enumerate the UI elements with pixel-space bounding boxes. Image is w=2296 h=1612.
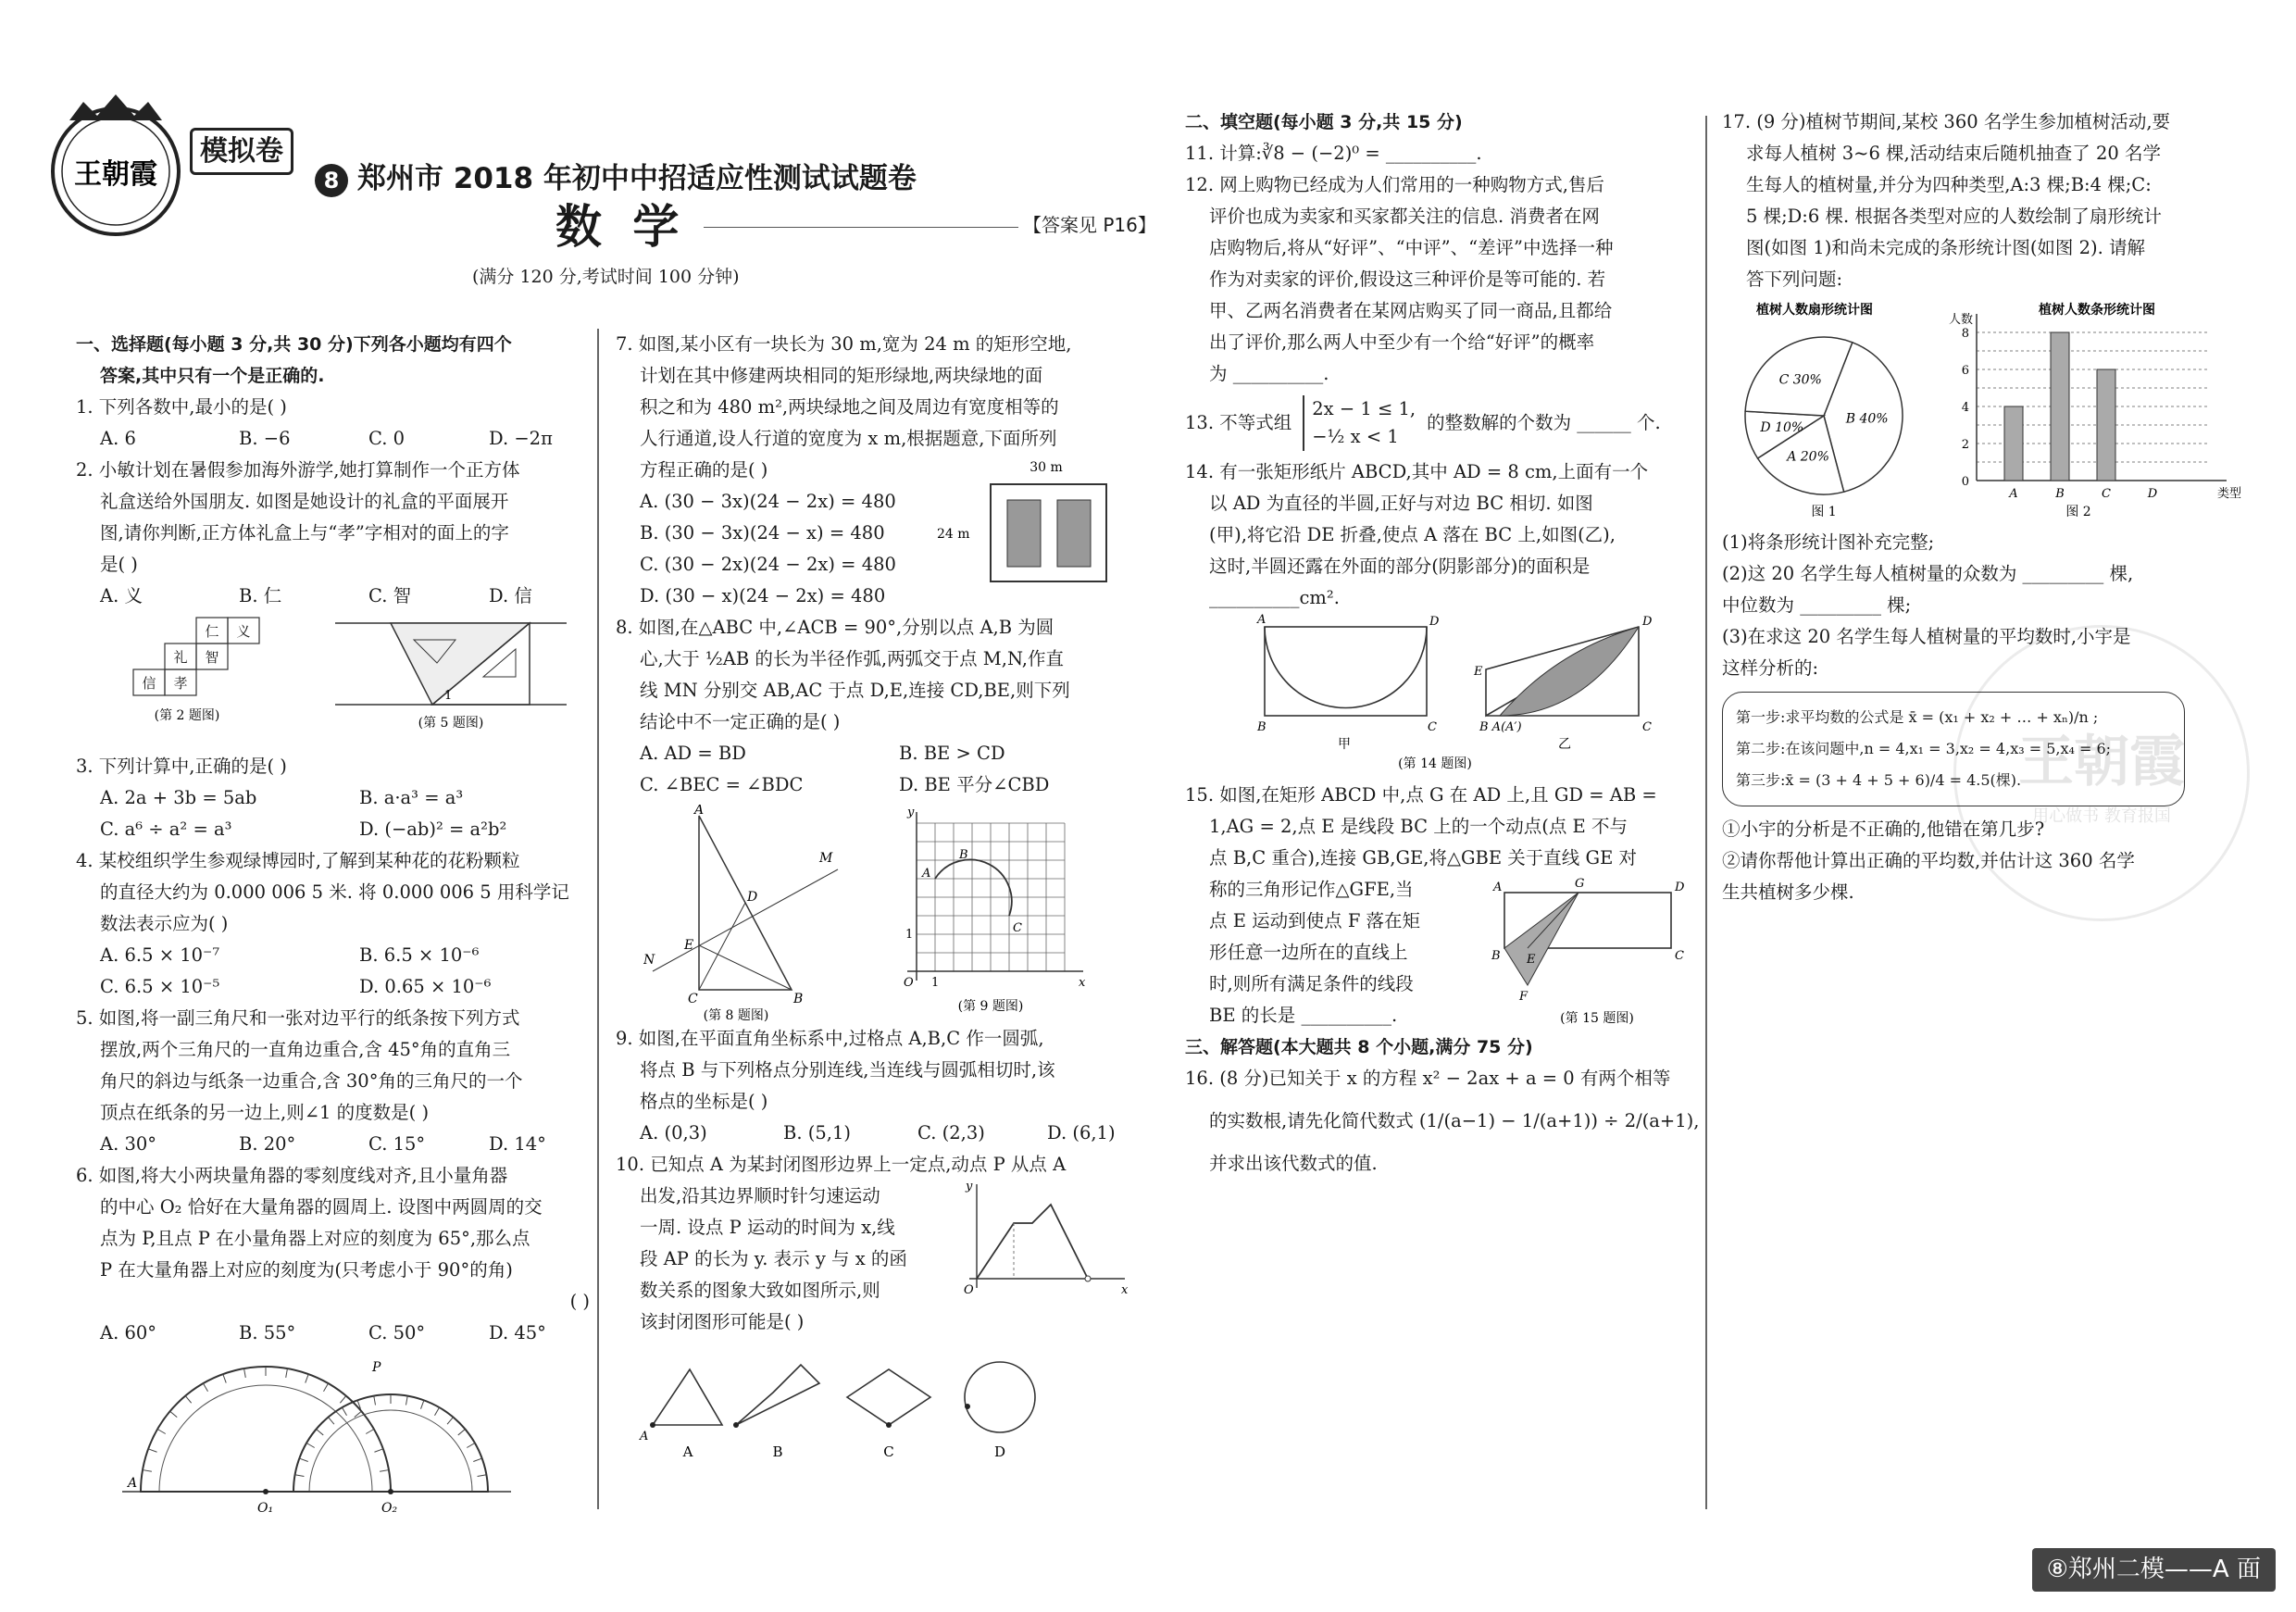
q10-line-4: 段 AP 的长为 y. 表示 y 与 x 的函 bbox=[640, 1248, 907, 1269]
svg-text:王朝霞: 王朝霞 bbox=[74, 158, 157, 191]
q8-option-a: A. AD = BD bbox=[640, 743, 746, 764]
protractor-figure bbox=[76, 1353, 557, 1519]
jia-d: D bbox=[1429, 615, 1440, 629]
protractor-tick bbox=[324, 1383, 329, 1392]
q5-line-3: 角尺的斜边与纸条一边重合,含 30°角的三角尺的一个 bbox=[100, 1070, 523, 1092]
page-footer: ⑧郑州二模——A 面 bbox=[2032, 1548, 2276, 1592]
sub-2: (2)这 20 名学生每人植树量的众数为 _________ 棵, bbox=[1722, 563, 2134, 584]
net-face-zhi: 智 bbox=[205, 649, 219, 666]
protractor-tick bbox=[458, 1430, 466, 1435]
protractor-tick bbox=[374, 1396, 376, 1406]
q8-line-1: 8. 如图,在△ABC 中,∠ACB = 90°,分别以点 A,B 为圆 bbox=[616, 617, 1054, 638]
q3-option-a: A. 2a + 3b = 5ab bbox=[100, 787, 257, 808]
q8-option-c: C. ∠BEC = ∠BDC bbox=[640, 774, 804, 795]
q3-options-row-1 bbox=[76, 782, 590, 814]
axis-y-label: y bbox=[907, 806, 915, 819]
bar-chart bbox=[1940, 295, 2254, 527]
q14-line-5: __________cm². bbox=[1209, 587, 1340, 608]
protractor-tick bbox=[467, 1443, 475, 1448]
pie-chart bbox=[1741, 295, 1926, 527]
sub-3-cont: 这样分析的: bbox=[1722, 657, 1819, 679]
point-c: C bbox=[1013, 921, 1022, 935]
section-2-title: 二、填空题(每小题 3 分,共 15 分) bbox=[1185, 112, 1463, 132]
protractor-tick bbox=[299, 1458, 307, 1461]
q14-line-2: 以 AD 为直径的半圆,正好与对边 BC 相切. 如图 bbox=[1209, 493, 1593, 514]
q7-line-5: 方程正确的是( ) bbox=[640, 459, 768, 481]
axis-x: x bbox=[1121, 1283, 1129, 1297]
q13-ineq-1: 2x − 1 ≤ 1, bbox=[1312, 398, 1416, 419]
bar-category-d: D bbox=[2147, 487, 2158, 501]
protractor-tick bbox=[473, 1458, 481, 1461]
q9-option-d: D. (6,1) bbox=[1047, 1122, 1116, 1143]
coordinate-grid-figure bbox=[889, 805, 1102, 1022]
sub-1: (1)将条形统计图补充完整; bbox=[1722, 531, 1935, 553]
answer-ref: 【答案见 P16】 bbox=[1023, 214, 1156, 236]
protractor-tick bbox=[143, 1470, 152, 1472]
time-note: (满分 120 分,考试时间 100 分钟) bbox=[472, 267, 740, 287]
q8-option-d: D. BE 平分∠CBD bbox=[899, 774, 1050, 795]
q9-line-3: 格点的坐标是( ) bbox=[640, 1091, 768, 1112]
protractor-tick bbox=[406, 1396, 407, 1406]
q4-option-a: A. 6.5 × 10⁻⁷ bbox=[100, 944, 220, 966]
origin-label: O bbox=[904, 976, 914, 990]
bar-xlabel: 类型 bbox=[2217, 487, 2242, 501]
yi-ba: B A(A′) bbox=[1479, 720, 1522, 734]
q6-option-b: B. 55° bbox=[239, 1322, 296, 1343]
rectangle-plot-figure bbox=[935, 458, 1120, 597]
q1: 1. 下列各数中,最小的是( ) bbox=[76, 396, 287, 418]
q16-line-3: 并求出该代数式的值. bbox=[1209, 1152, 1378, 1174]
q3-options-row-2 bbox=[76, 814, 590, 845]
protractor-tick bbox=[374, 1449, 382, 1452]
logo-seal bbox=[37, 83, 194, 241]
caption-fig-2: (第 2 题图) bbox=[154, 708, 220, 723]
protractor-tick bbox=[148, 1449, 156, 1452]
net-face-xin: 信 bbox=[142, 675, 156, 692]
axis-x-label: x bbox=[1079, 976, 1086, 990]
column-1 bbox=[76, 329, 590, 1528]
protractor-tick bbox=[340, 1396, 345, 1404]
protractor-tick bbox=[447, 1418, 453, 1425]
q8-line-4: 结论中不一定正确的是( ) bbox=[640, 711, 841, 732]
label-c: C bbox=[688, 992, 698, 1006]
tail-1: ①小宇的分析是不正确的,他错在第几步? bbox=[1722, 818, 2045, 840]
q13-prefix: 13. 不等式组 bbox=[1185, 412, 1292, 434]
q14-line-4: 这时,半圆还露在外面的部分(阴影部分)的面积是 bbox=[1209, 556, 1591, 577]
stat-charts bbox=[1722, 295, 2264, 527]
step-2: 第二步:在该问题中,n = 4,x₁ = 3,x₂ = 4,x₃ = 5,x₄ = 6; bbox=[1736, 740, 2112, 757]
q7-line-4: 人行通道,设人行道的宽度为 x m,根据题意,下面所列 bbox=[640, 428, 1057, 449]
pie-label-c: C 30% bbox=[1778, 372, 1822, 388]
q5-options bbox=[76, 1129, 590, 1160]
q2-option-d: D. 信 bbox=[489, 585, 532, 606]
fig15-d: D bbox=[1675, 880, 1685, 894]
protractor-tick bbox=[157, 1430, 166, 1434]
watermark-slogan: 用心做书 教育报国 bbox=[2032, 806, 2171, 826]
point-p-label: P bbox=[372, 1360, 381, 1375]
q2-line-3: 图,请你判断,正方体礼盒上与“孝”字相对的面上的字 bbox=[100, 522, 509, 544]
q10-line-2: 出发,沿其边界顺时针匀速运动 bbox=[640, 1185, 880, 1206]
q5-option-a: A. 30° bbox=[100, 1133, 157, 1155]
q5-line-4: 顶点在纸条的另一边上,则∠1 的度数是( ) bbox=[100, 1102, 430, 1123]
protractor-tick bbox=[380, 1470, 389, 1472]
jia-c: C bbox=[1428, 720, 1437, 734]
point-o2-label: O₂ bbox=[381, 1501, 398, 1516]
q1-option-d: D. −2π bbox=[489, 428, 553, 449]
q4-options-row-1 bbox=[76, 940, 590, 971]
q6-answer-bracket: ( ) bbox=[569, 1291, 590, 1312]
closed-shapes-figure bbox=[616, 1342, 1097, 1462]
yi-c: C bbox=[1642, 720, 1652, 734]
divider-2 bbox=[1705, 116, 1707, 1509]
q17-line-6: 答下列问题: bbox=[1746, 269, 1843, 290]
pie-title: 植树人数扇形统计图 bbox=[1756, 303, 1873, 318]
jia-label: 甲 bbox=[1338, 737, 1351, 752]
point-o1-label: O₁ bbox=[257, 1501, 274, 1516]
q3-option-b: B. a·a³ = a³ bbox=[359, 787, 464, 808]
tick-y-one: 1 bbox=[905, 928, 914, 942]
q6-line-3: 点为 P,且点 P 在小量角器上对应的刻度为 65°,那么点 bbox=[100, 1228, 530, 1249]
exam-title: 郑州市 2018 年初中中招适应性测试试题卷 bbox=[357, 162, 917, 195]
q16-line-2: 的实数根,请先化简代数式 (1/(a−1) − 1/(a+1)) ÷ 2/(a+1), bbox=[1209, 1109, 1700, 1131]
bar-category-c: C bbox=[2102, 487, 2111, 501]
bar-category-b: B bbox=[2055, 487, 2065, 501]
q4-option-c: C. 6.5 × 10⁻⁵ bbox=[100, 976, 220, 997]
point-a-label: A bbox=[128, 1476, 138, 1491]
fig-8-9-row bbox=[616, 801, 1134, 1023]
axis-y: y bbox=[966, 1180, 973, 1193]
bar-ytick-0: 0 bbox=[1961, 475, 1969, 489]
subject: 数 学 bbox=[555, 200, 687, 254]
column-2 bbox=[616, 329, 1134, 1470]
width-label: 30 m bbox=[1029, 460, 1063, 475]
q7-option-c: C. (30 − 2x)(24 − 2x) = 480 bbox=[640, 554, 896, 575]
protractor-tick bbox=[435, 1407, 440, 1416]
q17-line-4: 5 棵;D:6 棵. 根据各类型对应的人数绘制了扇形统计 bbox=[1746, 206, 2162, 227]
protractor-tick bbox=[185, 1396, 191, 1404]
q7-line-1: 7. 如图,某小区有一块长为 30 m,宽为 24 m 的矩形空地, bbox=[616, 333, 1072, 355]
sub-2-cont: 中位数为 _________ 棵; bbox=[1722, 594, 1912, 616]
label-b: B bbox=[793, 992, 804, 1006]
q3-option-c: C. a⁶ ÷ a² = a³ bbox=[100, 818, 232, 840]
q17-line-2: 求每人植树 3~6 棵,活动结束后随机抽查了 20 名学 bbox=[1746, 143, 2161, 164]
yi-d: D bbox=[1642, 615, 1653, 629]
protractor-tick bbox=[170, 1411, 178, 1417]
label-a: A bbox=[694, 805, 705, 818]
q4-option-d: D. 0.65 × 10⁻⁶ bbox=[359, 976, 492, 997]
jia-a: A bbox=[1257, 614, 1267, 627]
q6-option-d: D. 45° bbox=[489, 1322, 546, 1343]
q9-option-c: C. (2,3) bbox=[917, 1122, 985, 1143]
q8-options-row-2 bbox=[616, 769, 1134, 801]
q13-system bbox=[1303, 395, 1416, 451]
pie-caption: 图 1 bbox=[1811, 505, 1837, 519]
tail-2: ②请你帮他计算出正确的平均数,并估计这 360 名学 bbox=[1722, 850, 2135, 871]
q2-options bbox=[76, 581, 590, 612]
q9-options bbox=[616, 1118, 1134, 1149]
q4-line-3: 数法表示应为( ) bbox=[100, 913, 229, 934]
protractor-tick bbox=[317, 1430, 324, 1435]
section-1-title: 一、选择题(每小题 3 分,共 30 分)下列各小题均有四个 bbox=[76, 334, 512, 355]
height-label: 24 m bbox=[937, 527, 970, 542]
tail-3: 生共植树多少棵. bbox=[1722, 881, 1854, 903]
step-1: 第一步:求平均数的公式是 x̄ = (x₁ + x₂ + … + xₙ)/n ; bbox=[1736, 708, 2099, 726]
fig15-c: C bbox=[1675, 948, 1684, 963]
q12-line-4: 作为对卖家的评价,假设这三种评价是等可能的. 若 bbox=[1209, 269, 1606, 290]
protractor-tick bbox=[343, 1407, 347, 1416]
q4-line-2: 的直径大约为 0.000 006 5 米. 将 0.000 006 5 用科学记 bbox=[100, 881, 569, 903]
net-face-xiao: 孝 bbox=[173, 675, 188, 692]
shape-d-label: D bbox=[993, 1443, 1006, 1460]
yi-e: E bbox=[1474, 665, 1483, 679]
bar-c bbox=[2097, 369, 2115, 481]
q9-line-2: 将点 B 与下列格点分别连线,当连线与圆弧相切时,该 bbox=[640, 1059, 1055, 1081]
q7-option-a: A. (30 − 3x)(24 − 2x) = 480 bbox=[640, 491, 896, 512]
q1-option-c: C. 0 bbox=[368, 428, 406, 449]
pie-label-a: A 20% bbox=[1787, 449, 1829, 465]
label-n: N bbox=[643, 953, 655, 968]
q10-line-6: 该封闭图形可能是( ) bbox=[640, 1311, 805, 1332]
shape-a-point: A bbox=[640, 1430, 649, 1443]
q5-line-2: 摆放,两个三角尺的一直角边重合,含 45°角的直角三 bbox=[100, 1039, 511, 1060]
q6-line-2: 的中心 O₂ 恰好在大量角器的圆周上. 设图中两圆周的交 bbox=[100, 1196, 543, 1218]
protractor-tick bbox=[286, 1368, 288, 1378]
q2-line-2: 礼盒送给外国朋友. 如图是她设计的礼盒的平面展开 bbox=[100, 491, 509, 512]
q12-line-3: 店购物后,将从“好评”、“中评”、“差评”中选择一种 bbox=[1209, 237, 1614, 258]
q2-line-4: 是( ) bbox=[100, 554, 138, 575]
net-face-li: 礼 bbox=[173, 649, 188, 666]
tick-x-one: 1 bbox=[931, 976, 940, 990]
q15-line-6: 形任意一边所在的直线上 bbox=[1209, 941, 1408, 963]
q12-line-2: 评价也成为卖家和买家都关注的信息. 消费者在网 bbox=[1209, 206, 1600, 227]
bar-ytick-4: 4 bbox=[1961, 401, 1969, 415]
fig-2-5-row bbox=[76, 612, 590, 751]
q14-line-3: (甲),将它沿 DE 折叠,使点 A 落在 BC 上,如图(乙), bbox=[1209, 524, 1616, 545]
q15-line-1: 15. 如图,在矩形 ABCD 中,点 G 在 AD 上,且 GD = AB = bbox=[1185, 783, 1657, 806]
q9-option-b: B. (5,1) bbox=[783, 1122, 851, 1143]
fig15-b: B bbox=[1491, 948, 1501, 963]
q11: 11. 计算:∛8 − (−2)⁰ = __________. bbox=[1185, 143, 1482, 164]
divider-1 bbox=[597, 329, 599, 1509]
caption-fig-14: (第 14 题图) bbox=[1398, 756, 1472, 771]
q15-line-8: BE 的长是 __________. bbox=[1209, 1004, 1398, 1026]
fold-figure bbox=[1185, 614, 1685, 771]
triangle-strip-figure bbox=[335, 612, 576, 732]
q9-option-a: A. (0,3) bbox=[640, 1122, 707, 1143]
q4-line-1: 4. 某校组织学生参观绿博园时,了解到某种花的花粉颗粒 bbox=[76, 850, 520, 871]
q6-line-1: 6. 如图,将大小两块量角器的零刻度线对齐,且小量角器 bbox=[76, 1165, 508, 1186]
fig15-e: E bbox=[1527, 952, 1536, 967]
q6-option-c: C. 50° bbox=[368, 1322, 426, 1343]
column-3 bbox=[1185, 106, 1703, 1180]
step-3: 第三步:x̄ = (3 + 4 + 5 + 6)/4 = 4.5(棵). bbox=[1736, 771, 2022, 789]
caption-fig-5: (第 5 题图) bbox=[418, 716, 484, 731]
q2-option-c: C. 智 bbox=[368, 585, 412, 606]
origin: O bbox=[964, 1283, 974, 1297]
q7-option-b: B. (30 − 3x)(24 − x) = 480 bbox=[640, 522, 885, 544]
net-face-yi: 义 bbox=[236, 623, 251, 640]
q15-block bbox=[1185, 874, 1703, 1031]
bar-ytick-8: 8 bbox=[1961, 327, 1969, 341]
bar-ylabel: 人数 bbox=[1949, 313, 1974, 327]
protractor-tick bbox=[329, 1418, 334, 1425]
bar-ytick-6: 6 bbox=[1961, 364, 1969, 378]
label-d: D bbox=[747, 890, 758, 905]
q5-option-c: C. 15° bbox=[368, 1133, 426, 1155]
q6-line-4: P 在大量角器上对应的刻度为(只考虑小于 90°的角) bbox=[100, 1259, 513, 1281]
q14-line-1: 14. 有一张矩形纸片 ABCD,其中 AD = 8 cm,上面有一个 bbox=[1185, 461, 1649, 482]
protractor-tick bbox=[366, 1430, 374, 1434]
shape-c-label: C bbox=[883, 1443, 894, 1460]
analysis-box bbox=[1722, 692, 2185, 806]
q3-option-d: D. (−ab)² = a²b² bbox=[359, 818, 507, 840]
q5-option-b: B. 20° bbox=[239, 1133, 296, 1155]
q1-options bbox=[76, 423, 590, 455]
pie-label-d: D 10% bbox=[1760, 419, 1804, 435]
fig15-g: G bbox=[1575, 876, 1585, 891]
rectangle-abcd-figure bbox=[1486, 874, 1694, 1031]
bar-title: 植树人数条形统计图 bbox=[2039, 303, 2155, 318]
q6-options bbox=[76, 1318, 590, 1349]
caption-fig-8: (第 8 题图) bbox=[703, 1008, 769, 1022]
net-face-ren: 仁 bbox=[205, 623, 219, 640]
section-1-title-cont: 答案,其中只有一个是正确的. bbox=[100, 366, 325, 386]
sub-3: (3)在求这 20 名学生每人植树量的平均数时,小宇是 bbox=[1722, 626, 2131, 647]
q15-line-2: 1,AG = 2,点 E 是线段 BC 上的一个动点(点 E 不与 bbox=[1209, 815, 1628, 837]
q1-option-a: A. 6 bbox=[100, 428, 136, 449]
q3: 3. 下列计算中,正确的是( ) bbox=[76, 756, 287, 777]
badge: 模拟卷 bbox=[190, 128, 293, 175]
watermark-text: 王朝霞 bbox=[2018, 730, 2185, 794]
q16-line-1: 16. (8 分)已知关于 x 的方程 x² − 2ax + a = 0 有两个相等 bbox=[1185, 1067, 1671, 1089]
protractor-tick bbox=[420, 1400, 423, 1408]
q7-line-3: 积之和为 480 m²,两块绿地之间及周边有宽度相等的 bbox=[640, 396, 1059, 418]
number-badge: 8 bbox=[315, 164, 348, 197]
q10-block bbox=[616, 1149, 1134, 1338]
q13 bbox=[1185, 390, 1703, 456]
q5-line-1: 5. 如图,将一副三角尺和一张对边平行的纸条按下列方式 bbox=[76, 1007, 520, 1029]
point-a: A bbox=[922, 867, 931, 881]
protractor-tick bbox=[295, 1475, 305, 1477]
q8-options-row-1 bbox=[616, 738, 1134, 769]
section-3-title: 三、解答题(本大题共 8 个小题,满分 75 分) bbox=[1185, 1036, 1533, 1057]
point-b: B bbox=[959, 848, 968, 862]
bar-b bbox=[2051, 332, 2069, 481]
fig15-a: A bbox=[1493, 880, 1503, 894]
bar-category-a: A bbox=[2009, 487, 2018, 501]
q17-line-1: 17. (9 分)植树节期间,某校 360 名学生参加植树活动,要 bbox=[1722, 111, 2171, 132]
q15-line-3: 点 B,C 重合),连接 GB,GE,将△GBE 关于直线 GE 对 bbox=[1209, 846, 1638, 868]
header bbox=[37, 83, 1167, 287]
q8-option-b: B. BE > CD bbox=[899, 743, 1005, 764]
protractor-tick bbox=[306, 1374, 308, 1382]
q10-line-1: 10. 已知点 A 为某封闭图形边界上一定点,动点 P 从点 A bbox=[616, 1154, 1067, 1175]
q15-line-5: 点 E 运动到使点 F 落在矩 bbox=[1209, 909, 1421, 931]
q12-line-5: 甲、乙两名消费者在某网店购买了同一商品,且都给 bbox=[1209, 300, 1613, 321]
caption-fig-15: (第 15 题图) bbox=[1560, 1010, 1634, 1026]
pie-label-b: B 40% bbox=[1845, 411, 1889, 427]
q7-option-d: D. (30 − x)(24 − 2x) = 480 bbox=[640, 585, 886, 606]
q1-option-b: B. −6 bbox=[239, 428, 291, 449]
triangle-abc-figure bbox=[643, 805, 856, 1022]
q2-option-b: B. 仁 bbox=[239, 585, 282, 606]
q9-line-1: 9. 如图,在平面直角坐标系中,过格点 A,B,C 作一圆弧, bbox=[616, 1028, 1044, 1049]
jia-b: B bbox=[1257, 720, 1267, 734]
q12-line-6: 出了评价,那么两人中至少有一个给“好评”的概率 bbox=[1209, 331, 1595, 353]
protractor-tick bbox=[244, 1368, 246, 1378]
q10-line-3: 一周. 设点 P 运动的时间为 x,线 bbox=[640, 1217, 895, 1238]
q10-line-5: 数关系的图象大致如图所示,则 bbox=[640, 1280, 880, 1301]
protractor-tick bbox=[306, 1443, 315, 1448]
q13-suffix: 的整数解的个数为 ______ 个. bbox=[1427, 412, 1661, 434]
rule-line bbox=[704, 227, 1018, 228]
fig15-f: F bbox=[1519, 989, 1529, 1004]
q17-line-3: 生每人的植树量,并分为四种类型,A:3 棵;B:4 棵;C: bbox=[1746, 174, 2152, 195]
protractor-tick bbox=[204, 1383, 208, 1392]
label-m: M bbox=[819, 851, 833, 866]
q2-line-1: 2. 小敏计划在暑假参加海外游学,她打算制作一个正方体 bbox=[76, 459, 520, 481]
q15-line-7: 时,则所有满足条件的线段 bbox=[1209, 972, 1414, 994]
protractor-tick bbox=[223, 1374, 226, 1382]
bar-ytick-2: 2 bbox=[1961, 438, 1969, 452]
q4-option-b: B. 6.5 × 10⁻⁶ bbox=[359, 944, 480, 966]
q17-line-5: 图(如图 1)和尚未完成的条形统计图(如图 2). 请解 bbox=[1746, 237, 2146, 258]
shape-a-label: A bbox=[682, 1443, 693, 1460]
label-e: E bbox=[684, 938, 694, 953]
q12-line-1: 12. 网上购物已经成为人们常用的一种购物方式,售后 bbox=[1185, 174, 1604, 195]
angle-1-label: 1 bbox=[444, 689, 453, 703]
shape-b-label: B bbox=[772, 1443, 783, 1460]
q6-option-a: A. 60° bbox=[100, 1322, 157, 1343]
q4-options-row-2 bbox=[76, 971, 590, 1003]
caption-fig-9: (第 9 题图) bbox=[957, 999, 1024, 1014]
protractor-tick bbox=[478, 1475, 487, 1477]
q12-line-7: 为 __________. bbox=[1209, 363, 1329, 384]
q8-line-2: 心,大于 ½AB 的长为半径作弧,两弧交于点 M,N,作直 bbox=[640, 648, 1064, 669]
function-graph-figure bbox=[958, 1177, 1134, 1306]
q2-option-a: A. 义 bbox=[100, 585, 143, 606]
q8-line-3: 线 MN 分别交 AB,AC 于点 D,E,连接 CD,BE,则下列 bbox=[640, 680, 1070, 701]
q15-line-4: 称的三角形记作△GFE,当 bbox=[1209, 878, 1414, 900]
q5-option-d: D. 14° bbox=[489, 1133, 546, 1155]
q13-ineq-2: −½ x < 1 bbox=[1312, 426, 1399, 447]
q7-line-2: 计划在其中修建两块相同的矩形绿地,两块绿地的面 bbox=[640, 365, 1043, 386]
bar-caption: 图 2 bbox=[2065, 505, 2091, 519]
bar-a bbox=[2004, 406, 2023, 481]
yi-label: 乙 bbox=[1558, 737, 1571, 752]
column-4 bbox=[1722, 106, 2264, 908]
cube-net-figure bbox=[113, 616, 298, 727]
